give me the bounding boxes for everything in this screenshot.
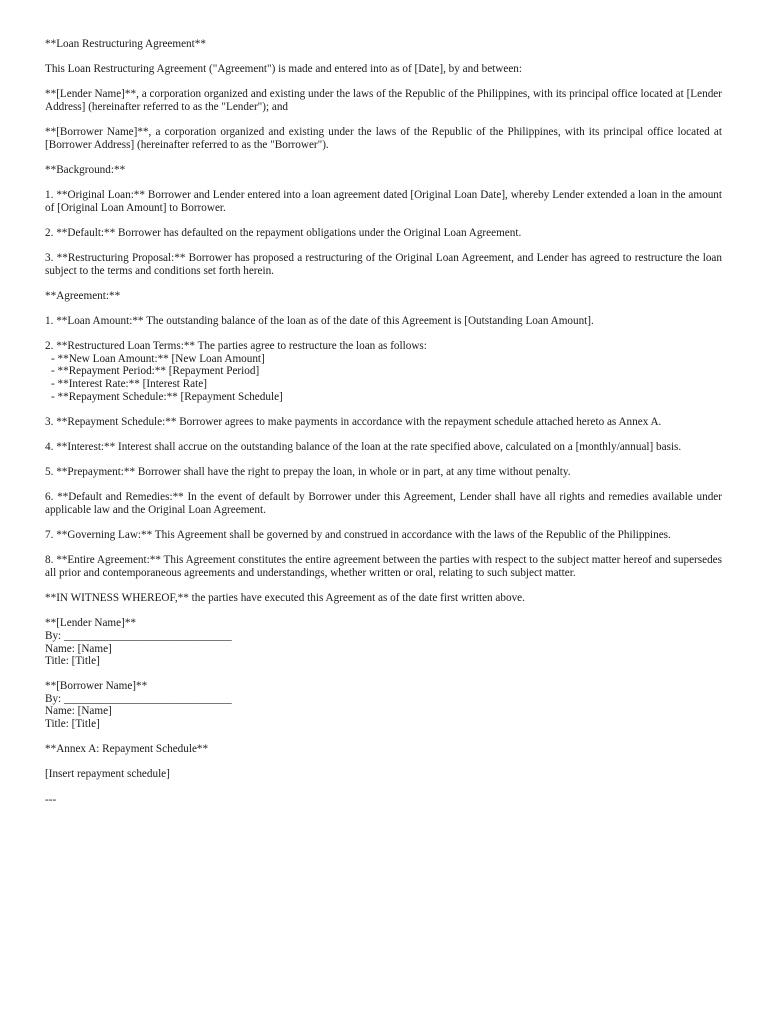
document-title: **Loan Restructuring Agreement** xyxy=(45,38,206,50)
subitem-repayment-period: - **Repayment Period:** [Repayment Period] xyxy=(51,365,260,378)
subitem-repayment-schedule: - **Repayment Schedule:** [Repayment Schedule] xyxy=(51,390,283,403)
borrower-signature-by-line: By: ______________________________ xyxy=(45,692,232,705)
annex-heading: **Annex A: Repayment Schedule** xyxy=(45,743,209,756)
agreement-item-loan-amount: 1. **Loan Amount:** The outstanding balance of the loan as of the date of this Agreement is [Outstanding Loan Amount]. xyxy=(45,315,594,328)
agreement-item-repayment-schedule: 3. **Repayment Schedule:** Borrower agrees to make payments in accordance with the repayment schedule attached hereto as Annex A. xyxy=(45,415,662,428)
subitem-new-loan-amount: - **New Loan Amount:** [New Loan Amount] xyxy=(51,352,265,365)
background-item-original-loan: 1. **Original Loan:** Borrower and Lender entered into a loan agreement dated [Original Loan Date], whereby Lender extended a loan in the amount of [Original Loan Amount] to Borrower. xyxy=(45,189,722,214)
lender-signature-by-line: By: ______________________________ xyxy=(45,629,232,642)
borrower-signature-block xyxy=(45,680,722,730)
background-heading: **Background:** xyxy=(45,163,126,176)
lender-party-paragraph: **[Lender Name]**, a corporation organized and existing under the laws of the Republic of the Philippines, with its principal office located at [Lender Address] (hereinafter referred to as the "Lender"); and xyxy=(45,88,722,113)
restructured-terms-lead: 2. **Restructured Loan Terms:** The parties agree to restructure the loan as follows: xyxy=(45,340,427,353)
borrower-signature-name-field: Name: [Name] xyxy=(45,705,112,718)
lender-signature-name: **[Lender Name]** xyxy=(45,617,137,630)
background-item-restructuring-proposal: 3. **Restructuring Proposal:** Borrower has proposed a restructuring of the Original Loan Agreement, and Lender has agreed to restructure the loan subject to the terms and conditions set forth herein. xyxy=(45,252,722,277)
annex-placeholder: [Insert repayment schedule] xyxy=(45,768,170,781)
witness-paragraph: **IN WITNESS WHEREOF,** the parties have executed this Agreement as of the date first written above. xyxy=(45,592,525,605)
end-marker: --- xyxy=(45,793,57,806)
document-page xyxy=(45,38,722,819)
background-item-default: 2. **Default:** Borrower has defaulted on the repayment obligations under the Original Loan Agreement. xyxy=(45,226,522,239)
borrower-signature-name: **[Borrower Name]** xyxy=(45,680,148,693)
lender-signature-title-field: Title: [Title] xyxy=(45,655,100,668)
subitem-interest-rate: - **Interest Rate:** [Interest Rate] xyxy=(51,378,207,391)
borrower-signature-title-field: Title: [Title] xyxy=(45,718,100,731)
agreement-item-default-remedies: 6. **Default and Remedies:** In the event of default by Borrower under this Agreement, Lender shall have all rights and remedies available under applicable law and the Original Loan Agreement. xyxy=(45,491,722,516)
agreement-item-interest: 4. **Interest:** Interest shall accrue on the outstanding balance of the loan at the rate specified above, calculated on a [monthly/annual] basis. xyxy=(45,441,682,453)
agreement-item-prepayment: 5. **Prepayment:** Borrower shall have the right to prepay the loan, in whole or in part, at any time without penalty. xyxy=(45,466,571,479)
lender-signature-block xyxy=(45,617,722,667)
agreement-item-entire-agreement: 8. **Entire Agreement:** This Agreement constitutes the entire agreement between the parties with respect to the subject matter hereof and supersedes all prior and contemporaneous agreements and understandings, whether written or oral, relating to such subject matter. xyxy=(45,554,722,579)
agreement-item-restructured-terms xyxy=(45,340,722,403)
agreement-heading: **Agreement:** xyxy=(45,289,121,302)
borrower-party-paragraph: **[Borrower Name]**, a corporation organized and existing under the laws of the Republic of the Philippines, with its principal office located at [Borrower Address] (hereinafter referred to as the "Borrower"). xyxy=(45,126,722,151)
intro-paragraph: This Loan Restructuring Agreement ("Agreement") is made and entered into as of [Date], by and between: xyxy=(45,63,522,76)
agreement-item-governing-law: 7. **Governing Law:** This Agreement shall be governed by and construed in accordance with the laws of the Republic of the Philippines. xyxy=(45,529,671,542)
lender-signature-name-field: Name: [Name] xyxy=(45,642,112,655)
